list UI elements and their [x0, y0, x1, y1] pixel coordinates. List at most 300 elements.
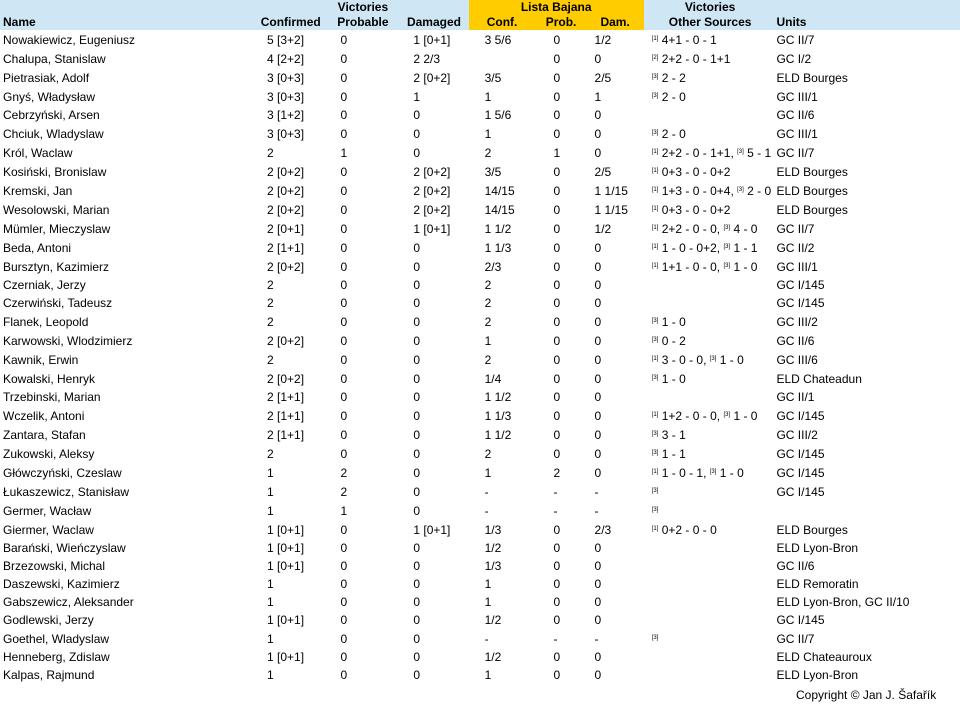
source-ref: [3]: [651, 93, 659, 99]
cell-other-sources: [644, 444, 777, 463]
source-value: 1 - 0: [730, 409, 758, 423]
cell-prob: -: [553, 484, 558, 499]
cell-conf: 2: [484, 314, 492, 329]
cell-units: ELD Bourges: [776, 202, 848, 217]
cell-units: GC I/145: [776, 296, 825, 310]
cell-dam: 0: [594, 108, 602, 122]
cell-prob: 0: [553, 70, 561, 85]
cell-dam: 0: [594, 333, 602, 348]
source-value: 2 - 0: [743, 184, 772, 198]
cell-units: [776, 501, 960, 520]
header-row-columns: [0, 15, 960, 30]
cell-damaged: 1: [413, 89, 421, 104]
cell-conf: -: [484, 631, 489, 646]
cell-other-sources: [644, 68, 777, 87]
cell-prob: 0: [553, 408, 561, 423]
cell-units: GC II/2: [776, 240, 815, 255]
cell-units: GC II/7: [776, 631, 815, 646]
source-ref: [3]: [651, 318, 659, 324]
table-row: [0, 388, 960, 406]
source-value: 3 - 0 - 0,: [658, 353, 710, 367]
source-ref: [1]: [651, 263, 659, 269]
cell-other-sources: [644, 294, 777, 312]
cell-prob: 0: [553, 202, 561, 217]
cell-prob: 0: [553, 126, 561, 141]
cell-damaged: 0: [413, 371, 421, 386]
cell-prob: 0: [553, 371, 561, 386]
cell-conf: 1: [484, 465, 492, 480]
cell-other-sources: [644, 49, 777, 68]
table-row: [0, 539, 960, 557]
source-ref: [1]: [651, 225, 659, 231]
source-ref: [3]: [651, 74, 659, 80]
source-value: 1+3 - 0 - 0+4,: [658, 184, 738, 198]
cell-dam: 0: [594, 352, 602, 367]
cell-conf: 2: [484, 278, 492, 292]
table-row: [0, 575, 960, 593]
cell-units: ELD Lyon-Bron: [776, 541, 859, 555]
source-value: 4+1 - 0 - 1: [658, 33, 717, 47]
cell-other-sources: [644, 388, 777, 406]
source-ref: [1]: [651, 356, 659, 362]
cell-probable: 0: [340, 183, 348, 198]
cell-confirmed: 1: [267, 668, 274, 682]
cell-name: Nowakiewicz, Eugeniusz: [3, 32, 136, 47]
source-value: 2+2 - 0 - 1+1,: [658, 146, 738, 160]
cell-damaged: 2 [0+2]: [413, 164, 451, 179]
col-units: Units: [776, 15, 960, 30]
cell-prob: 0: [553, 164, 561, 179]
cell-conf: 1 1/2: [484, 390, 512, 404]
cell-confirmed: 1 [0+1]: [267, 613, 305, 627]
cell-other-sources: [644, 629, 777, 648]
cell-dam: 0: [594, 668, 602, 682]
cell-dam: 0: [594, 259, 602, 274]
cell-confirmed: 3 [0+3]: [267, 89, 305, 104]
cell-name: Barański, Wieńczyslaw: [3, 541, 126, 555]
cell-conf: 1: [484, 577, 492, 591]
cell-other-sources: [644, 369, 777, 388]
col-probable: Probable: [326, 15, 399, 30]
source-value: 2 - 0: [658, 127, 686, 141]
table-row: [0, 276, 960, 294]
cell-other-sources: [644, 106, 777, 124]
cell-units: GC III/6: [776, 352, 818, 367]
source-value: 0+2 - 0 - 0: [658, 523, 717, 537]
cell-confirmed: 1 [0+1]: [267, 559, 305, 573]
cell-dam: 0: [594, 577, 602, 591]
source-value: 2 - 0: [658, 90, 686, 104]
cell-dam: -: [594, 631, 599, 646]
cell-name: Gabszewicz, Aleksander: [3, 595, 134, 609]
cell-name: Trzebinski, Marian: [3, 390, 101, 404]
cell-prob: 0: [553, 352, 561, 367]
cell-damaged: 0: [413, 559, 421, 573]
source-ref: [3]: [709, 469, 717, 475]
table-row: [0, 106, 960, 124]
table-row: [0, 593, 960, 611]
cell-conf: 2: [484, 296, 492, 310]
table-row: [0, 238, 960, 257]
cell-probable: 0: [340, 613, 348, 627]
cell-other-sources: [644, 666, 777, 684]
cell-dam: 0: [594, 541, 602, 555]
source-ref: [3]: [651, 337, 659, 343]
cell-name: Kowalski, Henryk: [3, 371, 96, 386]
cell-probable: 0: [340, 221, 348, 236]
cell-prob: 0: [553, 108, 561, 122]
source-ref: [1]: [651, 149, 659, 155]
cell-prob: -: [553, 631, 558, 646]
cell-other-sources: [644, 87, 777, 106]
cell-units: GC II/1: [776, 390, 815, 404]
cell-confirmed: 2 [1+1]: [267, 240, 305, 255]
cell-units: GC I/145: [776, 613, 825, 627]
source-value: 1 - 0: [730, 260, 758, 274]
cell-units: ELD Bourges: [776, 164, 848, 179]
cell-dam: 1: [594, 89, 602, 104]
table-row: [0, 331, 960, 350]
cell-probable: 0: [340, 278, 348, 292]
cell-prob: 0: [553, 541, 561, 555]
source-ref: [3]: [651, 488, 659, 494]
source-ref: [2]: [651, 55, 659, 61]
source-ref: [3]: [737, 187, 744, 193]
cell-conf: 1/2: [484, 650, 502, 664]
cell-prob: 1: [553, 145, 561, 160]
source-value: 3 - 1: [658, 428, 686, 442]
cell-probable: 0: [340, 595, 348, 609]
source-ref: [1]: [651, 206, 659, 212]
cell-prob: 0: [553, 522, 561, 537]
cell-conf: 1/3: [484, 522, 502, 537]
cell-prob: 0: [553, 183, 561, 198]
cell-name: Kosiński, Bronislaw: [3, 164, 107, 179]
copyright-notice: Copyright © Jan J. Šafařík: [796, 688, 937, 702]
cell-dam: 0: [594, 296, 602, 310]
source-ref: [3]: [651, 130, 659, 136]
cell-damaged: 2 2/3: [413, 51, 441, 66]
source-value: 2+2 - 0 - 0,: [658, 222, 724, 236]
cell-prob: 0: [553, 259, 561, 274]
cell-confirmed: 4 [2+2]: [267, 51, 305, 66]
source-ref: [3]: [723, 263, 731, 269]
cell-confirmed: 2 [1+1]: [267, 427, 305, 442]
victories-right-header: Victories: [644, 0, 777, 15]
cell-damaged: 0: [413, 408, 421, 423]
header-row-group: [0, 0, 960, 15]
cell-damaged: 0: [413, 427, 421, 442]
cell-units: ELD Bourges: [776, 70, 848, 85]
cell-conf: -: [484, 484, 489, 499]
cell-dam: 0: [594, 427, 602, 442]
cell-prob: 0: [553, 51, 561, 66]
cell-dam: 2/5: [594, 164, 612, 179]
cell-name: Daszewski, Kazimierz: [3, 577, 120, 591]
cell-dam: 0: [594, 390, 602, 404]
table-row: [0, 219, 960, 238]
cell-probable: 0: [340, 314, 348, 329]
cell-other-sources: [644, 200, 777, 219]
cell-units: ELD Bourges: [776, 522, 848, 537]
cell-probable: 0: [340, 32, 348, 47]
cell-units: ELD Lyon-Bron: [776, 668, 859, 682]
cell-confirmed: 1 [0+1]: [267, 541, 305, 555]
cell-damaged: 0: [413, 613, 421, 627]
cell-units: ELD Lyon-Bron, GC II/10: [776, 595, 910, 609]
cell-probable: 0: [340, 296, 348, 310]
cell-units: GC III/2: [776, 427, 818, 442]
cell-units: GC II/7: [776, 145, 815, 160]
cell-conf: 1: [484, 595, 492, 609]
cell-dam: 2/3: [594, 522, 612, 537]
table-row: [0, 143, 960, 162]
table-row: [0, 350, 960, 369]
cell-damaged: 0: [413, 577, 421, 591]
cell-confirmed: 2: [267, 352, 274, 367]
cell-prob: 0: [553, 559, 561, 573]
cell-conf: 1 1/3: [484, 240, 512, 255]
source-value: 0+3 - 0 - 0+2: [658, 203, 731, 217]
cell-conf: -: [484, 503, 489, 518]
cell-other-sources: [644, 648, 777, 666]
table-row: [0, 629, 960, 648]
cell-units: GC II/6: [776, 559, 815, 573]
cell-damaged: 2 [0+2]: [413, 202, 451, 217]
cell-name: Brzezowski, Michal: [3, 559, 106, 573]
cell-confirmed: 1: [267, 577, 274, 591]
cell-units: GC I/145: [776, 408, 825, 423]
cell-probable: 0: [340, 202, 348, 217]
table-row: [0, 406, 960, 425]
table-row: [0, 312, 960, 331]
cell-confirmed: 2: [267, 296, 274, 310]
cell-prob: 0: [553, 314, 561, 329]
cell-probable: 0: [340, 631, 348, 646]
cell-probable: 0: [340, 259, 348, 274]
cell-damaged: 0: [413, 503, 421, 518]
cell-damaged: 0: [413, 541, 421, 555]
source-value: 4 - 0: [730, 222, 758, 236]
cell-name: Goethel, Wladyslaw: [3, 631, 110, 646]
cell-conf: 3/5: [484, 70, 502, 85]
cell-probable: 0: [340, 668, 348, 682]
cell-other-sources: [644, 406, 777, 425]
cell-damaged: 0: [413, 240, 421, 255]
cell-units: GC I/145: [776, 465, 825, 480]
cell-prob: 0: [553, 446, 561, 461]
cell-conf: 14/15: [484, 202, 515, 217]
source-ref: [3]: [723, 244, 731, 250]
table-row: [0, 49, 960, 68]
cell-dam: 0: [594, 650, 602, 664]
source-value: 1 - 1: [658, 447, 686, 461]
cell-probable: 0: [340, 108, 348, 122]
source-value: 1+2 - 0 - 0,: [658, 409, 724, 423]
cell-probable: 0: [340, 541, 348, 555]
cell-other-sources: [644, 575, 777, 593]
source-value: 0+3 - 0 - 0+2: [658, 165, 731, 179]
cell-confirmed: 1: [267, 465, 274, 480]
cell-other-sources: [644, 219, 777, 238]
source-value: 1 - 0: [716, 353, 744, 367]
cell-damaged: 0: [413, 314, 421, 329]
cell-dam: 0: [594, 559, 602, 573]
cell-probable: 0: [340, 522, 348, 537]
table-row: [0, 444, 960, 463]
source-ref: [1]: [651, 469, 659, 475]
cell-name: Kalpas, Rajmund: [3, 668, 95, 682]
cell-name: Kawnik, Erwin: [3, 352, 79, 367]
table-row: [0, 68, 960, 87]
table-body: [0, 30, 960, 684]
cell-probable: 2: [340, 465, 348, 480]
cell-dam: 0: [594, 51, 602, 66]
victories-left-header: Victories: [326, 0, 399, 15]
cell-probable: 0: [340, 240, 348, 255]
cell-other-sources: [644, 181, 777, 200]
cell-name: Wczelik, Antoni: [3, 408, 85, 423]
table-row: [0, 257, 960, 276]
cell-confirmed: 3 [0+3]: [267, 126, 305, 141]
cell-prob: 0: [553, 390, 561, 404]
cell-dam: 0: [594, 371, 602, 386]
table-row: [0, 557, 960, 575]
cell-confirmed: 2 [0+2]: [267, 371, 305, 386]
cell-conf: 1/2: [484, 613, 502, 627]
source-ref: [3]: [737, 149, 744, 155]
cell-conf: 1 1/3: [484, 408, 512, 423]
cell-units: GC I/2: [776, 51, 812, 66]
cell-conf: 3 5/6: [484, 32, 512, 47]
source-value: 2 - 2: [658, 71, 686, 85]
cell-damaged: 0: [413, 595, 421, 609]
cell-damaged: 0: [413, 465, 421, 480]
cell-damaged: 0: [413, 126, 421, 141]
cell-confirmed: 2 [0+1]: [267, 221, 305, 236]
col-other-sources: Other Sources: [644, 15, 777, 30]
cell-name: Germer, Wacław: [3, 503, 92, 518]
cell-dam: 1/2: [594, 221, 612, 236]
cell-dam: 0: [594, 314, 602, 329]
cell-dam: 0: [594, 595, 602, 609]
cell-conf: 1: [484, 333, 492, 348]
cell-confirmed: 2 [1+1]: [267, 408, 305, 423]
table-row: [0, 425, 960, 444]
cell-confirmed: 3 [0+3]: [267, 70, 305, 85]
cell-probable: 0: [340, 577, 348, 591]
cell-probable: 1: [340, 145, 348, 160]
cell-prob: 0: [553, 240, 561, 255]
cell-probable: 1: [340, 503, 348, 518]
table-row: [0, 294, 960, 312]
cell-name: Główczyński, Czeslaw: [3, 465, 122, 480]
cell-confirmed: 1: [267, 631, 274, 646]
cell-damaged: 0: [413, 259, 421, 274]
cell-conf: 2/3: [484, 259, 502, 274]
cell-units: GC I/145: [776, 484, 825, 499]
cell-units: GC II/7: [776, 221, 815, 236]
cell-name: Chalupa, Stanislaw: [3, 51, 106, 66]
table-row: [0, 463, 960, 482]
cell-name: Bursztyn, Kazimierz: [3, 259, 110, 274]
source-value: 1 - 0: [716, 466, 744, 480]
cell-name: Łukaszewicz, Stanisław: [3, 484, 130, 499]
cell-confirmed: 1: [267, 503, 274, 518]
cell-conf: 1/2: [484, 541, 502, 555]
cell-units: ELD Chateadun: [776, 371, 862, 386]
source-value: 1 - 0 - 0+2,: [658, 241, 724, 255]
cell-units: GC III/1: [776, 259, 818, 274]
cell-confirmed: 2 [0+2]: [267, 259, 305, 274]
cell-probable: 0: [340, 390, 348, 404]
cell-damaged: 1 [0+1]: [413, 32, 451, 47]
cell-name: Czerwiński, Tadeusz: [3, 296, 113, 310]
cell-dam: 1 1/15: [594, 183, 628, 198]
cell-conf: 1 5/6: [484, 108, 512, 122]
cell-prob: 0: [553, 613, 561, 627]
cell-other-sources: [644, 257, 777, 276]
cell-prob: 0: [553, 427, 561, 442]
cell-conf: 1 1/2: [484, 221, 512, 236]
cell-units: GC III/2: [776, 314, 818, 329]
cell-confirmed: 1: [267, 484, 274, 499]
cell-confirmed: 5 [3+2]: [267, 32, 305, 47]
cell-other-sources: [644, 520, 777, 539]
source-value: 1 - 0 - 1,: [658, 466, 710, 480]
cell-units: GC II/6: [776, 108, 815, 122]
cell-prob: 0: [553, 333, 561, 348]
cell-other-sources: [644, 350, 777, 369]
cell-damaged: 0: [413, 484, 421, 499]
source-ref: [1]: [651, 36, 659, 42]
cell-damaged: 0: [413, 668, 421, 682]
cell-probable: 0: [340, 164, 348, 179]
cell-name: Beda, Antoni: [3, 240, 72, 255]
cell-units: GC II/6: [776, 333, 815, 348]
cell-other-sources: [644, 276, 777, 294]
table-row: [0, 501, 960, 520]
cell-conf: 2: [484, 352, 492, 367]
cell-damaged: 0: [413, 145, 421, 160]
source-ref: [3]: [723, 412, 731, 418]
cell-probable: 0: [340, 408, 348, 423]
cell-dam: 0: [594, 465, 602, 480]
cell-damaged: 0: [413, 631, 421, 646]
cell-confirmed: 1 [0+1]: [267, 650, 305, 664]
cell-damaged: 1 [0+1]: [413, 522, 451, 537]
cell-conf: [469, 49, 536, 68]
table-row: [0, 181, 960, 200]
cell-confirmed: 2: [267, 446, 274, 461]
cell-name: Pietrasiak, Adolf: [3, 70, 90, 85]
cell-name: Gnyś, Władysław: [3, 89, 96, 104]
cell-conf: 1: [484, 126, 492, 141]
cell-dam: 0: [594, 126, 602, 141]
cell-units: ELD Remoratin: [776, 577, 859, 591]
source-ref: [3]: [709, 356, 717, 362]
cell-dam: 1 1/15: [594, 202, 628, 217]
cell-probable: 0: [340, 352, 348, 367]
source-ref: [1]: [651, 412, 659, 418]
source-value: 1 - 0: [658, 315, 686, 329]
source-ref: [1]: [651, 168, 659, 174]
cell-name: Karwowski, Wlodzimierz: [3, 333, 133, 348]
cell-name: Godlewski, Jerzy: [3, 613, 94, 627]
cell-name: Mümler, Mieczyslaw: [3, 221, 111, 236]
col-damaged: Damaged: [399, 15, 468, 30]
cell-prob: 0: [553, 32, 561, 47]
